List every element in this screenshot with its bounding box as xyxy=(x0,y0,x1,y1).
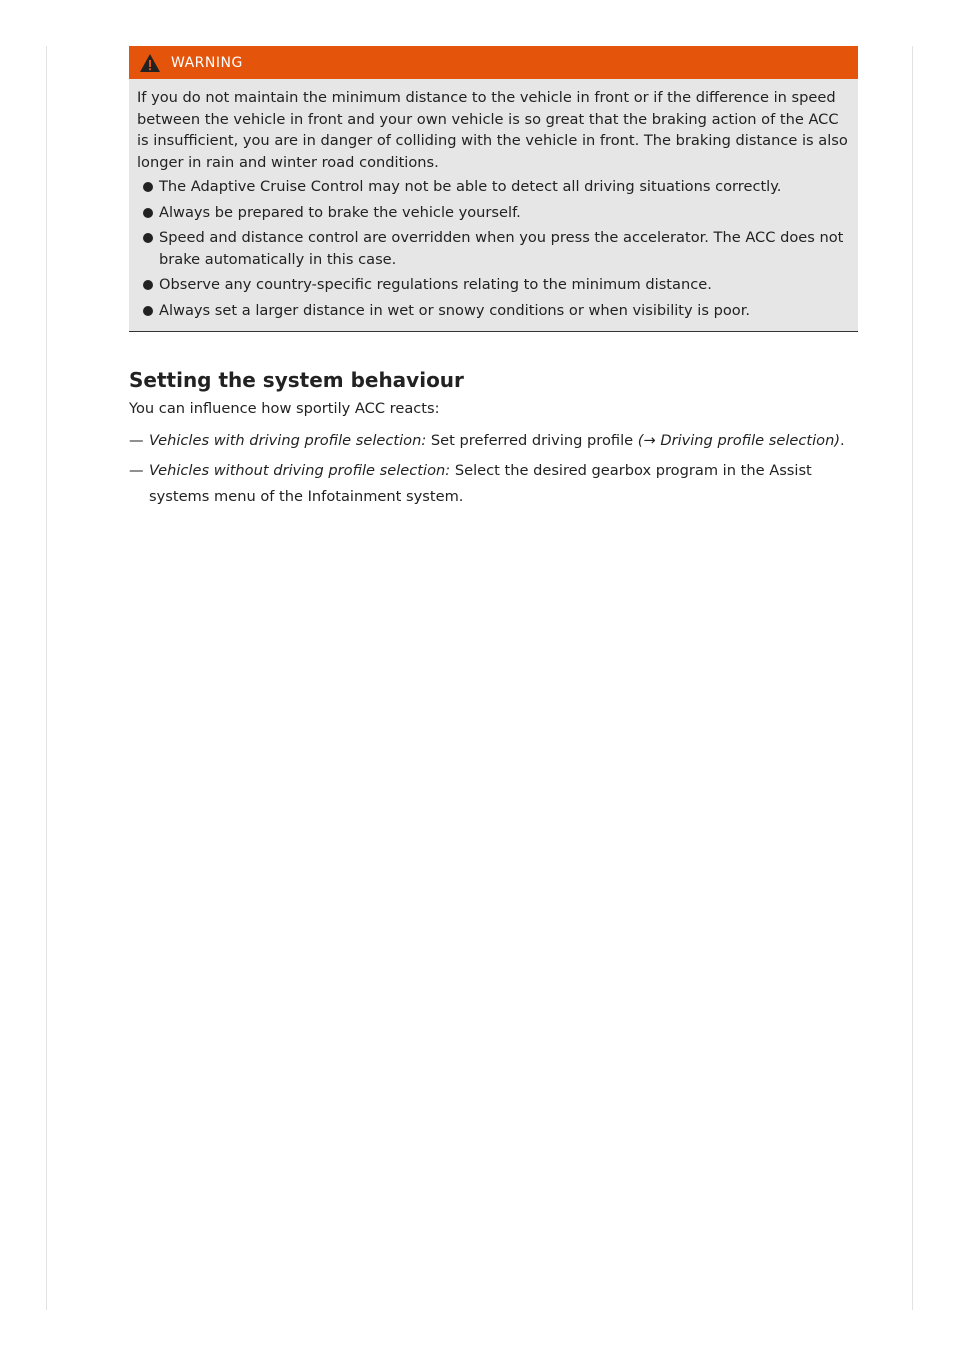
warning-triangle-icon xyxy=(139,53,161,73)
bullet-icon xyxy=(143,182,153,192)
step-text: Set preferred driving profile xyxy=(426,432,638,449)
list-item: Speed and distance control are overridden when you press the accelerator. The ACC does not brake automatically in this case. xyxy=(137,227,850,270)
dash-marker: — xyxy=(129,432,144,449)
cross-reference-link[interactable]: (→ Driving profile selection) xyxy=(637,432,841,449)
warning-intro: If you do not maintain the minimum distance to the vehicle in front or if the difference in speed between the vehicle in front and your own vehicle is so great that the braking action of the ACC is insufficient, you are in danger of colliding with the vehicle in front. The braking distance is also longer in rain and winter road conditions. xyxy=(137,89,848,171)
list-item xyxy=(129,428,858,454)
warning-list xyxy=(137,176,850,321)
dash-marker: — xyxy=(129,462,144,479)
bullet-icon xyxy=(143,280,153,290)
step-end: . xyxy=(840,432,845,449)
section-intro: You can influence how sportily ACC reacts: xyxy=(129,400,440,417)
list-item: Always be prepared to brake the vehicle yourself. xyxy=(137,202,850,224)
page-border-right xyxy=(912,46,913,1310)
bullet-icon xyxy=(143,233,153,243)
step-text: Select the desired gearbox program in the Assist systems menu of the Infotainment system. xyxy=(149,462,812,505)
section-title: Setting the system behaviour xyxy=(129,368,464,392)
list-item: Observe any country-specific regulations relating to the minimum distance. xyxy=(137,274,850,296)
warning-title: WARNING xyxy=(171,54,243,71)
warning-box xyxy=(129,46,858,332)
page-border-left xyxy=(46,46,47,1310)
step-list xyxy=(129,428,858,510)
warning-header xyxy=(129,46,858,79)
warning-body xyxy=(129,79,858,331)
step-condition: Vehicles without driving profile selection: xyxy=(149,462,451,479)
step-condition: Vehicles with driving profile selection: xyxy=(149,432,427,449)
list-item: Always set a larger distance in wet or snowy conditions or when visibility is poor. xyxy=(137,300,850,322)
list-item: The Adaptive Cruise Control may not be able to detect all driving situations correctly. xyxy=(137,176,850,198)
system-behaviour-section xyxy=(129,366,858,514)
bullet-icon xyxy=(143,306,153,316)
list-item xyxy=(129,458,858,510)
bullet-icon xyxy=(143,208,153,218)
